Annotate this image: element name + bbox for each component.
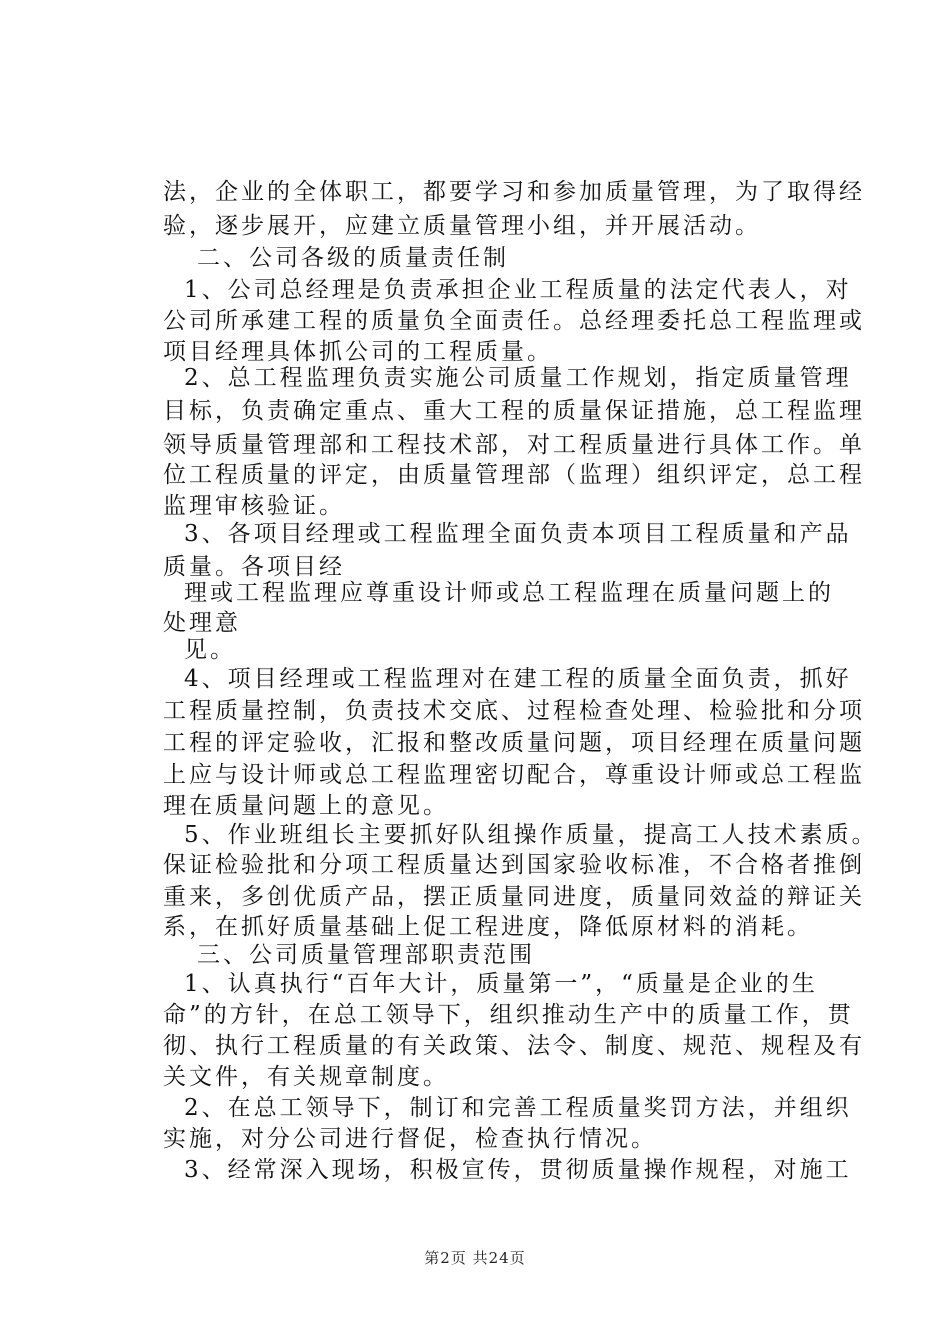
text-line-15: 处理意	[163, 610, 241, 636]
text-line-5: 公司所承建工程的质量负全面责任。总经理委托总工程监理或	[163, 308, 865, 334]
text-line-24: 重来，多创优质产品，摆正质量同进度，质量同效益的辩证关	[163, 884, 865, 910]
text-line-9: 领导质量管理部和工程技术部，对工程质量进行具体工作。单	[163, 432, 865, 458]
text-line-14: 理或工程监理应尊重设计师或总工程监理在质量问题上的	[184, 580, 834, 606]
text-line-8: 目标，负责确定重点、重大工程的质量保证措施，总工程监理	[163, 398, 865, 424]
text-line-2: 验，逐步展开，应建立质量管理小组，并开展活动。	[163, 213, 761, 239]
text-line-20: 上应与设计师或总工程监理密切配合，尊重设计师或总工程监	[163, 762, 865, 788]
text-line-33: 3、经常深入现场，积极宣传，贯彻质量操作规程，对施工	[184, 1157, 852, 1183]
text-line-30: 关文件，有关规章制度。	[163, 1064, 449, 1090]
section-heading-2: 二、公司各级的质量责任制	[197, 245, 509, 271]
text-line-7: 2、总工程监理负责实施公司质量工作规划，指定质量管理	[184, 365, 852, 391]
text-line-18: 工程质量控制，负责技术交底、过程检查处理、检验批和分项	[163, 698, 865, 724]
text-line-25: 系，在抓好质量基础上促工程进度，降低原材料的消耗。	[163, 914, 813, 940]
text-line-31: 2、在总工领导下，制订和完善工程质量奖罚方法，并组织	[184, 1095, 852, 1121]
text-line-12: 3、各项目经理或工程监理全面负责本项目工程质量和产品	[184, 521, 852, 547]
page-number-footer: 第2页 共24页	[424, 1249, 526, 1267]
text-line-10: 位工程质量的评定，由质量管理部（监理）组织评定，总工程	[163, 462, 865, 488]
text-line-28: 命”的方针，在总工领导下，组织推动生产中的质量工作，贯	[163, 1002, 854, 1028]
text-line-23: 保证检验批和分项工程质量达到国家验收标准，不合格者推倒	[163, 852, 865, 878]
text-line-1: 法，企业的全体职工，都要学习和参加质量管理，为了取得经	[163, 179, 865, 205]
text-line-17: 4、项目经理或工程监理对在建工程的质量全面负责，抓好	[184, 666, 852, 692]
text-line-19: 工程的评定验收，汇报和整改质量问题，项目经理在质量问题	[163, 730, 865, 756]
text-line-27: 1、认真执行“百年大计，质量第一”，“质量是企业的生	[184, 971, 818, 997]
text-line-6: 项目经理具体抓公司的工程质量。	[163, 339, 553, 365]
section-heading-3: 三、公司质量管理部职责范围	[197, 942, 535, 968]
text-line-4: 1、公司总经理是负责承担企业工程质量的法定代表人，对	[184, 277, 852, 303]
text-line-16: 见。	[184, 637, 236, 663]
text-line-11: 监理审核验证。	[163, 493, 345, 519]
text-line-21: 理在质量问题上的意见。	[163, 793, 449, 819]
text-line-13: 质量。各项目经	[163, 554, 345, 580]
text-line-29: 彻、执行工程质量的有关政策、法令、制度、规范、规程及有	[163, 1033, 865, 1059]
text-line-32: 实施，对分公司进行督促，检查执行情况。	[163, 1126, 657, 1152]
text-line-22: 5、作业班组长主要抓好队组操作质量，提高工人技术素质。	[184, 822, 878, 848]
